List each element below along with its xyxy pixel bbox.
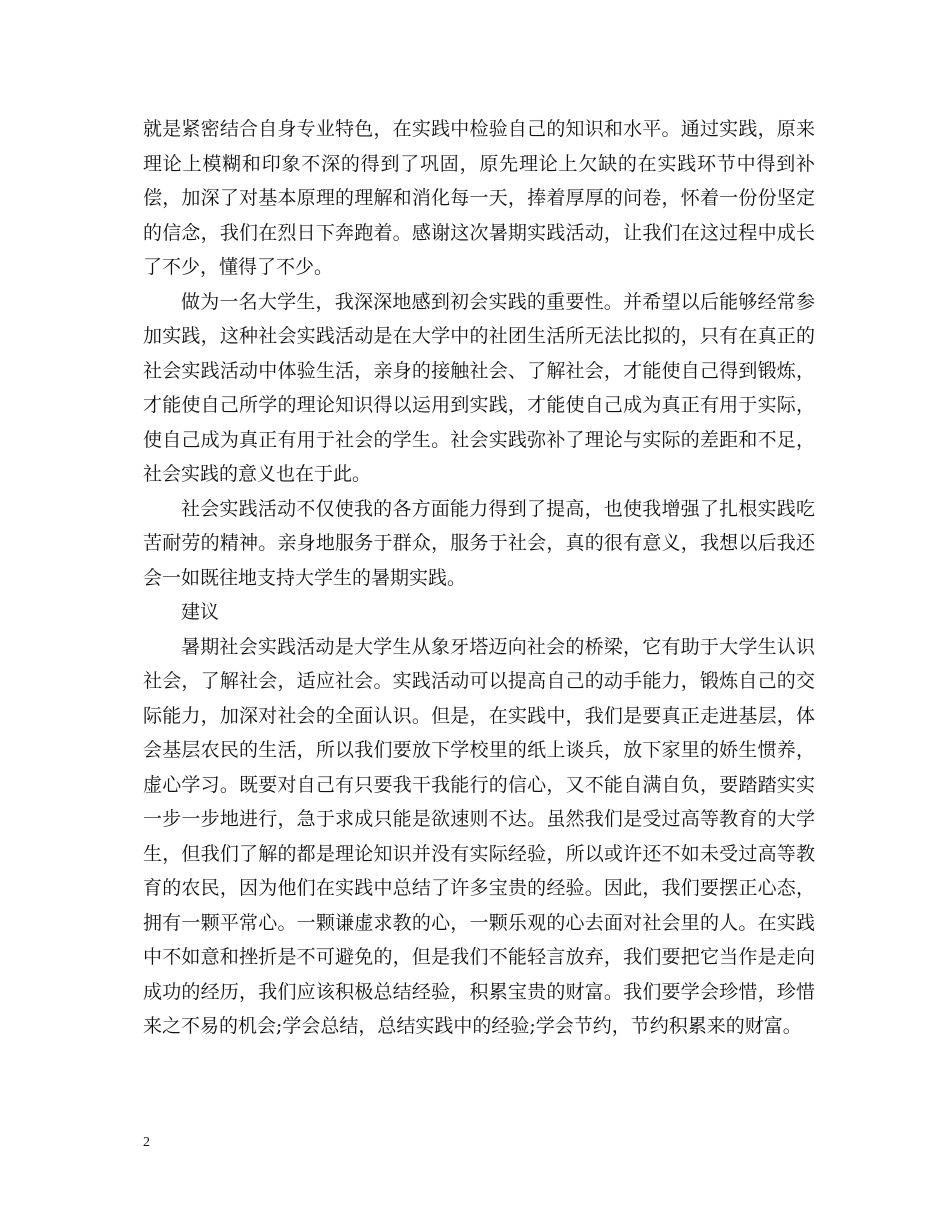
page-number: 2: [143, 1135, 150, 1150]
section-heading-suggestion: 建议: [181, 601, 220, 623]
paragraph-3: 社会实践活动不仅使我的各方面能力得到了提高，也使我增强了扎根实践吃苦耐劳的精神。亲身地服务于群众，服务于社会，真的很有意义，我想以后我还会一如既往地支持大学生的暑期实践。: [143, 497, 815, 589]
paragraph-1: 就是紧密结合自身专业特色，在实践中检验自己的知识和水平。通过实践，原来理论上模糊和印象不深的得到了巩固，原先理论上欠缺的在实践环节中得到补偿，加深了对基本原理的理解和消化每一天，捧着厚厚的问卷，怀着一份份坚定的信念，我们在烈日下奔跑着。感谢这次暑期实践活动，让我们在这过程中成长了不少，懂得了不少。: [143, 118, 815, 278]
document-body: [143, 112, 815, 1044]
paragraph-4: 暑期社会实践活动是大学生从象牙塔迈向社会的桥梁，它有助于大学生认识社会，了解社会，适应社会。实践活动可以提高自己的动手能力，锻炼自己的交际能力，加深对社会的全面认识。但是，在实践中，我们是要真正走进基层，体会基层农民的生活，所以我们要放下学校里的纸上谈兵，放下家里的娇生惯养，虚心学习。既要对自己有只要我干我能行的信心，又不能自满自负，要踏踏实实一步一步地进行，急于求成只能是欲速则不达。虽然我们是受过高等教育的大学生，但我们了解的都是理论知识并没有实际经验，所以或许还不如未受过高等教育的农民，因为他们在实践中总结了许多宝贵的经验。因此，我们要摆正心态，拥有一颗平常心。一颗谦虚求教的心，一颗乐观的心去面对社会里的人。在实践中不如意和挫折是不可避免的，但是我们不能轻言放弃，我们要把它当作是走向成功的经历，我们应该积极总结经验，积累宝贵的财富。我们要学会珍惜，珍惜来之不易的机会;学会总结，总结实践中的经验;学会节约，节约积累来的财富。: [143, 635, 815, 1037]
paragraph-2: 做为一名大学生，我深深地感到初会实践的重要性。并希望以后能够经常参加实践，这种社会实践活动是在大学中的社团生活所无法比拟的，只有在真正的社会实践活动中体验生活，亲身的接触社会、了解社会，才能使自己得到锻炼，才能使自己所学的理论知识得以运用到实践，才能使自己成为真正有用于实际，使自己成为真正有用于社会的学生。社会实践弥补了理论与实际的差距和不足，社会实践的意义也在于此。: [143, 290, 815, 485]
